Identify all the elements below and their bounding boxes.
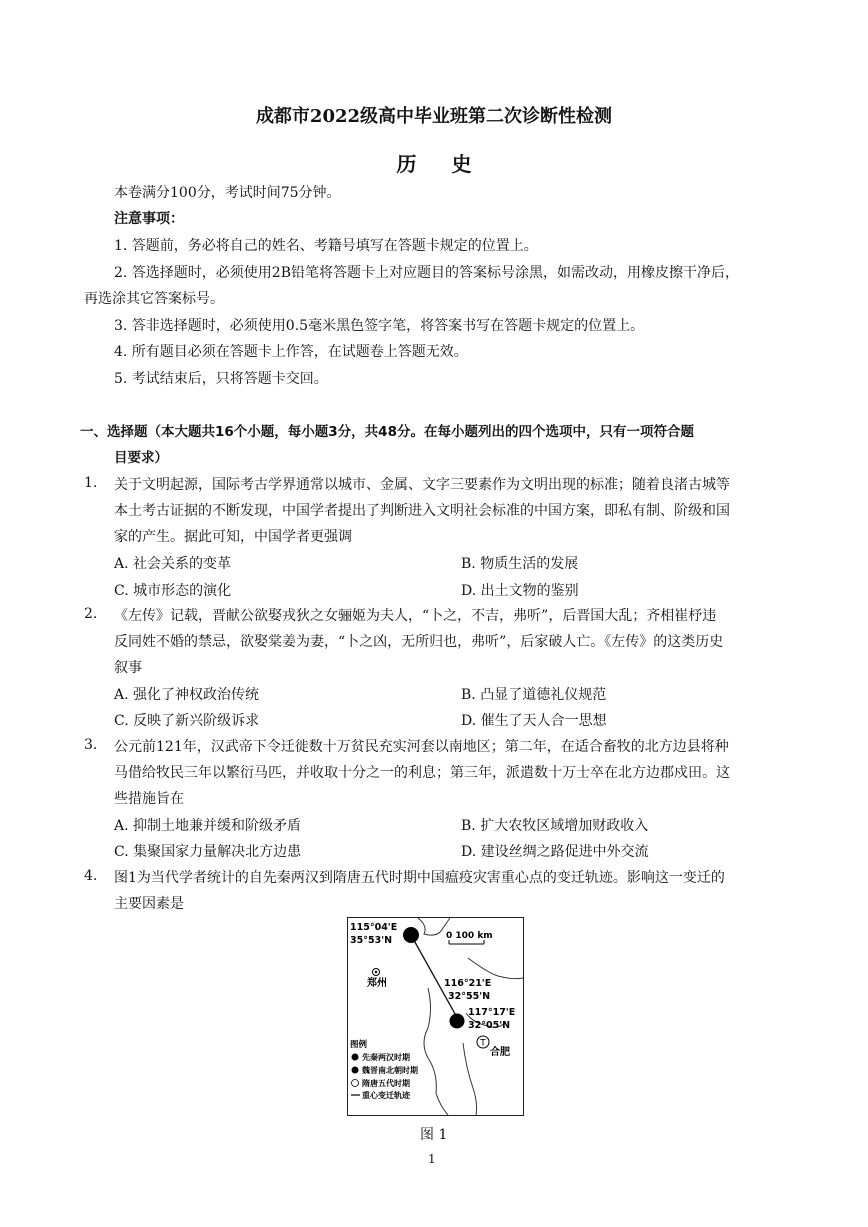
option-c: C. 城市形态的演化 [114, 583, 232, 599]
notice-title: 注意事项： [114, 211, 184, 227]
question-stem: 反同姓不婚的禁忌，欲娶棠姜为妻，“卜之凶，无所归也，弗听”，后家破人亡。《左传》的这类历史 [114, 634, 724, 650]
option-d: D. 出土文物的鉴别 [461, 583, 579, 599]
section-heading-cont: 目要求） [114, 450, 168, 466]
legend-item: 隋唐五代时期 [362, 1079, 410, 1088]
question-stem: 本土考古证据的不断发现，中国学者提出了判断进入文明社会标准的中国方案，即私有制、阶级和国 [114, 503, 730, 519]
city-hefei-label: 合肥 [490, 1047, 510, 1058]
legend-title: 图例 [350, 1040, 368, 1050]
map-drawing [348, 918, 523, 1115]
option-d: D. 建设丝绸之路促进中外交流 [461, 844, 649, 860]
notice-item: 1. 答题前，务必将自己的姓名、考籍号填写在答题卡规定的位置上。 [114, 238, 538, 254]
section-heading: 一、选择题（本大题共16个小题，每小题3分，共48分。在每小题列出的四个选项中，只有一项符合题 [80, 424, 694, 440]
p3-lon-label: 117°17'E [468, 1007, 516, 1018]
notice-item: 5. 考试结束后，只将答题卡交回。 [114, 371, 328, 387]
point-qin-han [403, 927, 419, 943]
question-number: 4. [84, 868, 98, 884]
p2-lat-label: 32°55'N [448, 991, 491, 1002]
question-stem: 关于文明起源，国际考古学界通常以城市、金属、文字三要素作为文明出现的标准；随着良渚古城等 [114, 477, 730, 493]
legend-symbol-qin-han [352, 1054, 359, 1061]
question-stem: 公元前121年，汉武帝下令迁徙数十万贫民充实河套以南地区；第二年，在适合畜牧的北方边县将种 [114, 739, 729, 755]
question-stem: 家的产生。据此可知，中国学者更强调 [114, 529, 352, 545]
legend-symbol-wei-jin [352, 1067, 359, 1074]
subject-title: 历 史 [396, 152, 486, 176]
question-stem: 主要因素是 [114, 896, 184, 912]
question-stem: 马借给牧民三年以繁衍马匹，并收取十分之一的利息；第三年，派遣数十万士卒在北方边郡戍田。这 [114, 765, 730, 781]
city-zhengzhou-label: 郑州 [367, 978, 387, 989]
figure-map [347, 917, 524, 1116]
option-b: B. 物质生活的发展 [461, 556, 579, 572]
option-a: A. 强化了神权政治传统 [114, 687, 260, 703]
p1-lon-label: 115°04'E [350, 922, 398, 933]
notice-item: 3. 答非选择题时，必须使用0.5毫米黑色签字笔，将答案书写在答题卡规定的位置上。 [114, 318, 645, 334]
p3-lat-label: 32°05'N [468, 1020, 511, 1031]
question-number: 1. [84, 475, 98, 491]
option-c: C. 集聚国家力量解决北方边患 [114, 844, 302, 860]
legend-item: 重心变迁轨迹 [362, 1091, 410, 1100]
option-d: D. 催生了天人合一思想 [461, 713, 607, 729]
figure-caption: 图 1 [420, 1127, 448, 1143]
notice-item: 4. 所有题目必须在答题卡上作答，在试题卷上答题无效。 [114, 344, 468, 360]
legend-symbol-sui-tang [352, 1080, 359, 1087]
question-stem: 叙事 [114, 660, 142, 676]
point-wei-jin [450, 1014, 465, 1029]
question-stem: 些措施旨在 [114, 791, 184, 807]
exam-title: 成都市2022级高中毕业班第二次诊断性检测 [255, 106, 613, 127]
question-stem: 《左传》记载，晋献公欲娶戎狄之女骊姬为夫人，“卜之，不吉，弗听”，后晋国大乱；齐相崔杼违 [114, 608, 717, 624]
notice-item: 2. 答选择题时，必须使用2B铅笔将答题卡上对应题目的答案标号涂黑，如需改动，用橡皮擦干净后， [114, 265, 740, 281]
p2-lon-label: 116°21'E [444, 978, 492, 989]
option-b: B. 扩大农牧区域增加财政收入 [461, 818, 649, 834]
p1-lat-label: 35°53'N [350, 935, 393, 946]
legend-item: 先秦两汉时期 [362, 1053, 410, 1062]
question-number: 2. [84, 606, 98, 622]
scale-label: 0 100 km [446, 931, 493, 941]
option-b: B. 凸显了道德礼仪规范 [461, 687, 607, 703]
option-c: C. 反映了新兴阶级诉求 [114, 713, 260, 729]
exam-intro: 本卷满分100分，考试时间75分钟。 [114, 185, 341, 201]
boundary-line [463, 1043, 477, 1115]
boundary-line [424, 988, 448, 1115]
legend-item: 魏晋南北朝时期 [362, 1066, 418, 1075]
notice-item-continuation: 再选涂其它答案标号。 [84, 291, 224, 307]
river-line [468, 958, 523, 979]
option-a: A. 抑制土地兼并缓和阶级矛盾 [114, 818, 302, 834]
question-stem: 图1为当代学者统计的自先秦两汉到隋唐五代时期中国瘟疫灾害重心点的变迁轨迹。影响这一变迁的 [114, 870, 725, 886]
point-sui-tang-mark: T [480, 1038, 486, 1049]
option-a: A. 社会关系的变革 [114, 556, 232, 572]
page-number: 1 [428, 1152, 436, 1166]
question-number: 3. [84, 737, 98, 753]
